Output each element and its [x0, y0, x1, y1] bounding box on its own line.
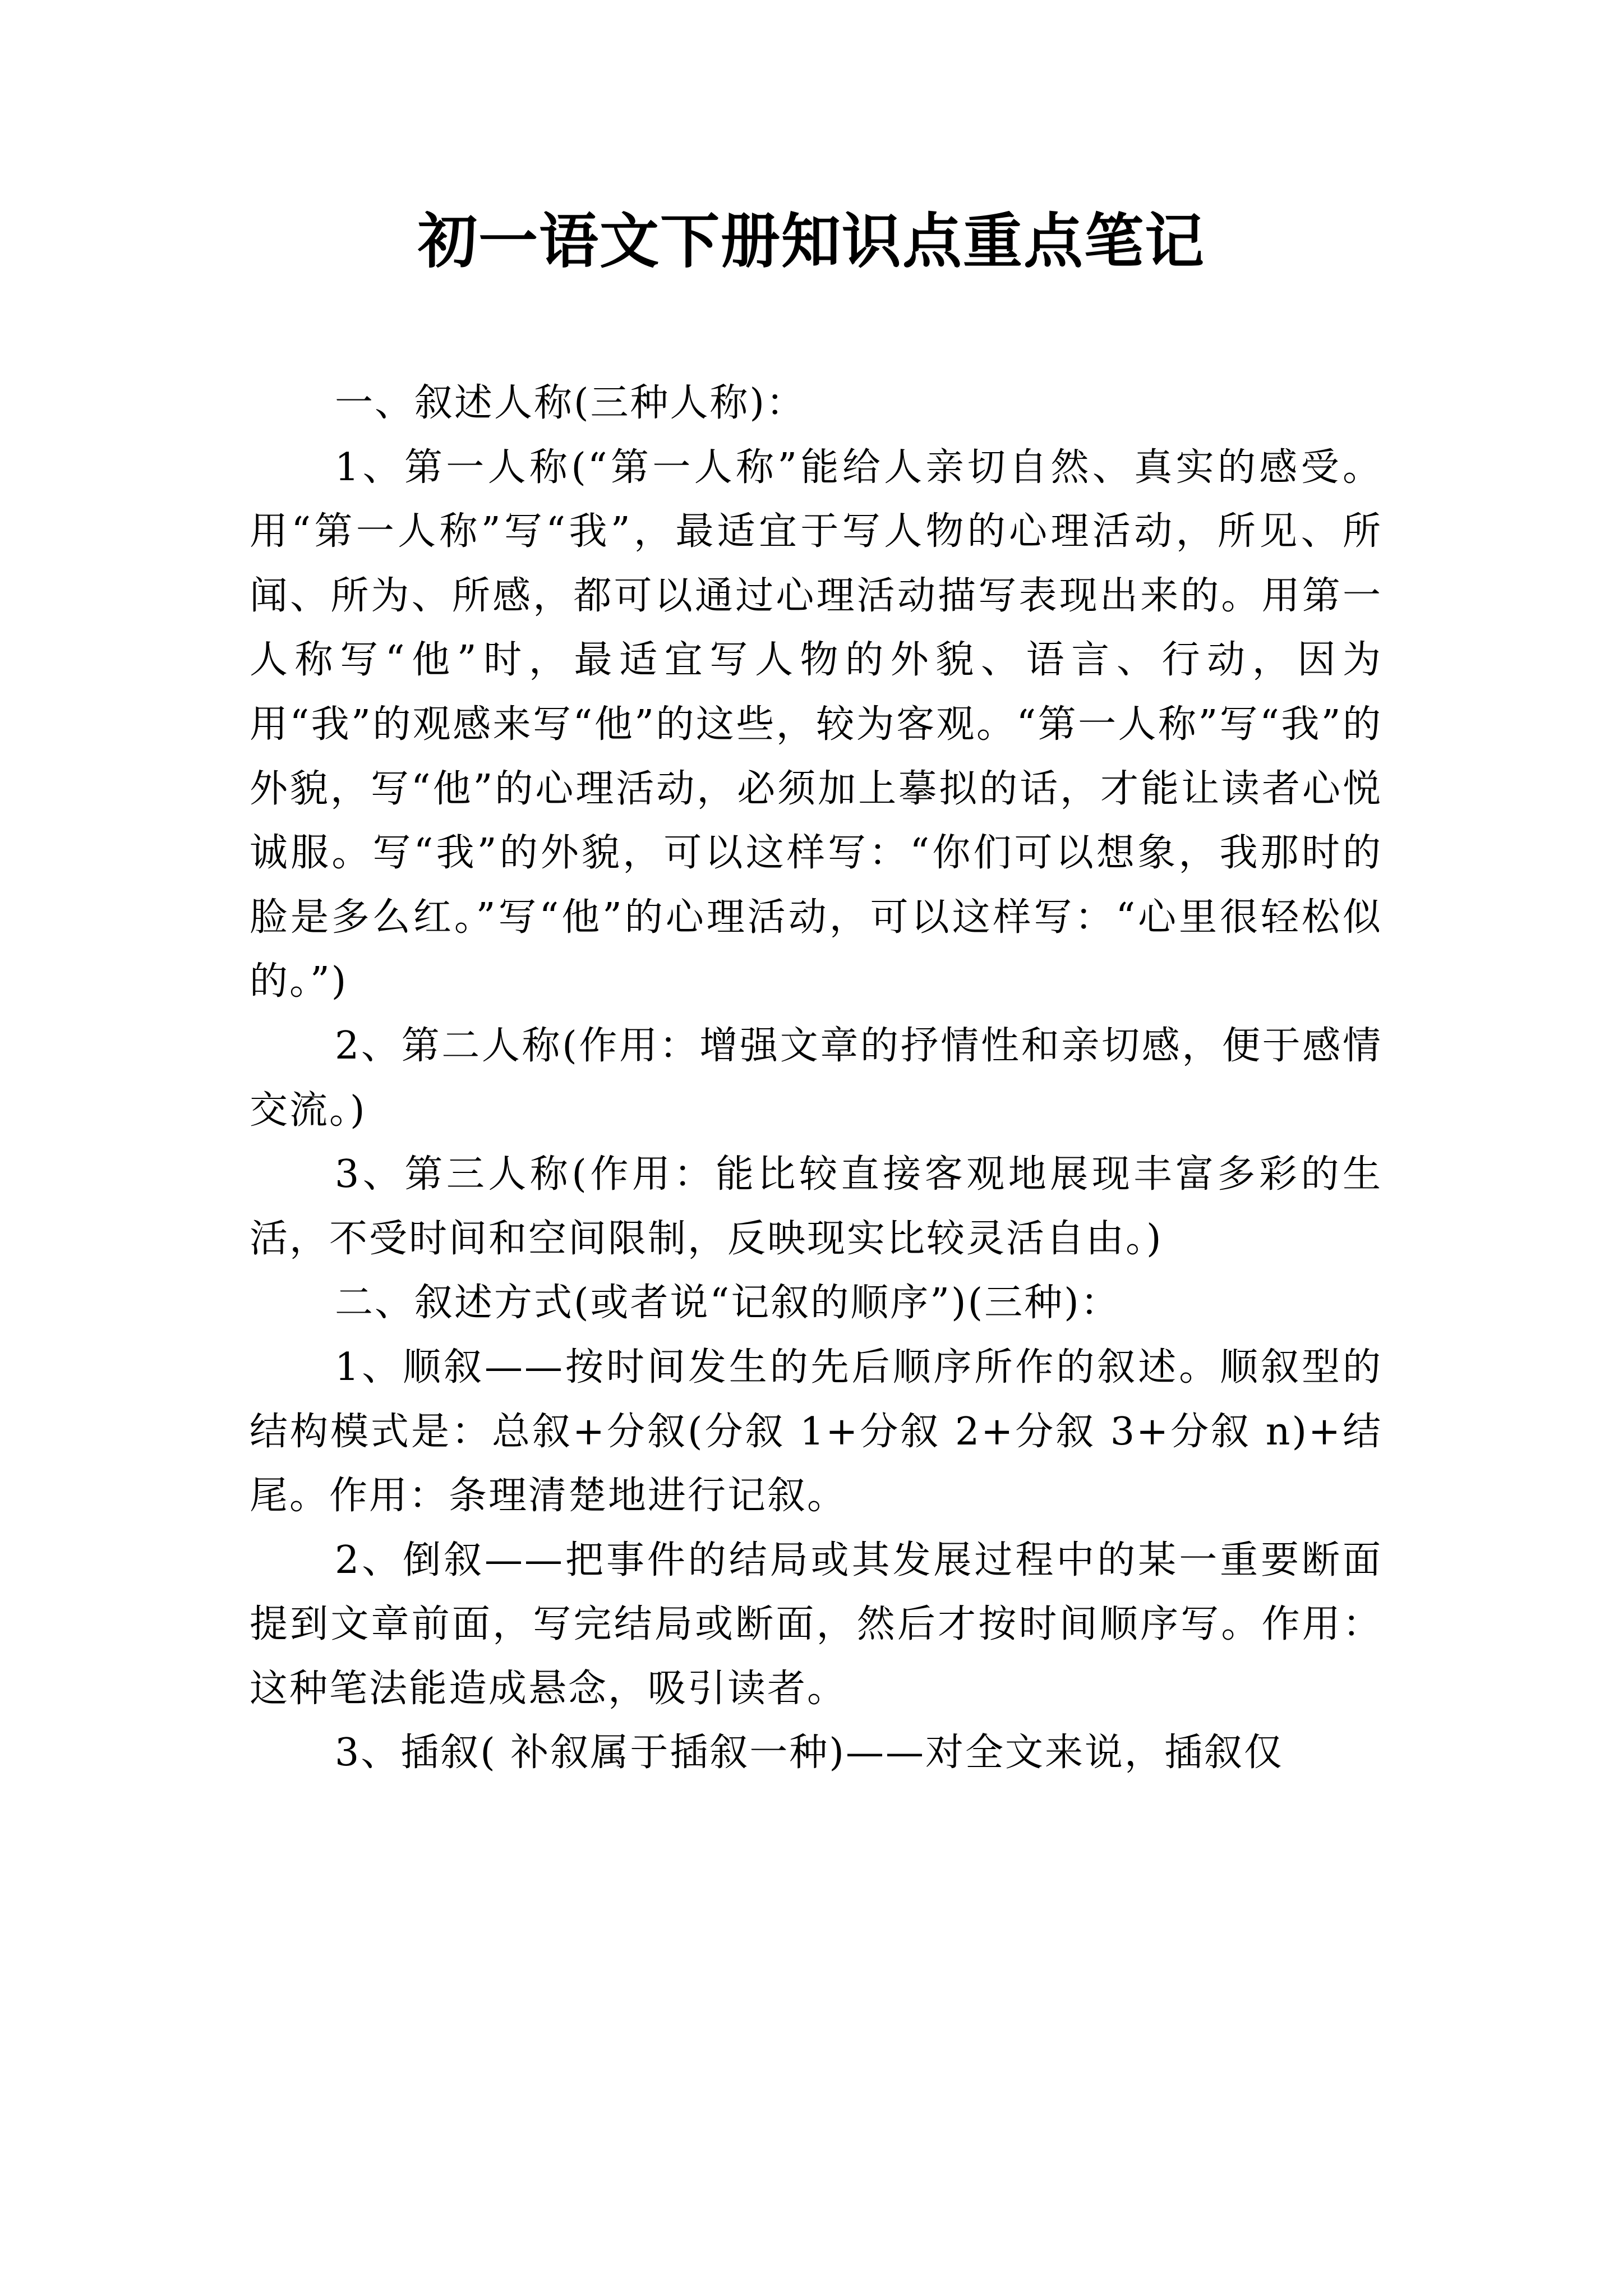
- document-body: [250, 371, 1382, 1786]
- paragraph-interpolated-narration: 3、插叙( 补叙属于插叙一种)——对全文来说，插叙仅: [335, 1731, 1284, 1775]
- paragraph-first-person: 1、第一人称(“第一人称”能给人亲切自然、真实的感受。用“第一人称”写“我”，最适宜于写人物的心理活动，所见、所闻、所为、所感，都可以通过心理活动描写表现出来的。用第一人称写“他”时，最适宜写人物的外貌、语言、行动，因为用“我”的观感来写“他”的这些，较为客观。“第一人称”写“我”的外貌，写“他”的心理活动，必须加上摹拟的话，才能让读者心悦诚服。写“我”的外貌，可以这样写：“你们可以想象，我那时的脸是多么红。”写“他”的心理活动，可以这样写：“心里很轻松似的。”): [250, 445, 1382, 1004]
- paragraph-chronological-narration: 1、顺叙——按时间发生的先后顺序所作的叙述。顺叙型的结构模式是：总叙+分叙(分叙 1+分叙 2+分叙 3+分叙 n)+结尾。作用：条理清楚地进行记叙。: [250, 1345, 1382, 1519]
- document-title: 初一语文下册知识点重点笔记: [418, 206, 1205, 276]
- paragraph-flashback-narration: 2、倒叙——把事件的结局或其发展过程中的某一重要断面提到文章前面，写完结局或断面，然后才按时间顺序写。作用：这种笔法能造成悬念，吸引读者。: [250, 1538, 1382, 1711]
- paragraph-second-person: 2、第二人称(作用：增强文章的抒情性和亲切感，便于感情交流。): [250, 1023, 1382, 1133]
- paragraph-narrative-order-heading: 二、叙述方式(或者说“记叙的顺序”)(三种)：: [335, 1281, 1121, 1326]
- paragraph-narrative-person-heading: 一、叙述人称(三种人称)：: [335, 381, 806, 425]
- paragraph-third-person: 3、第三人称(作用：能比较直接客观地展现丰富多彩的生活，不受时间和空间限制，反映现实比较灵活自由。): [250, 1152, 1382, 1261]
